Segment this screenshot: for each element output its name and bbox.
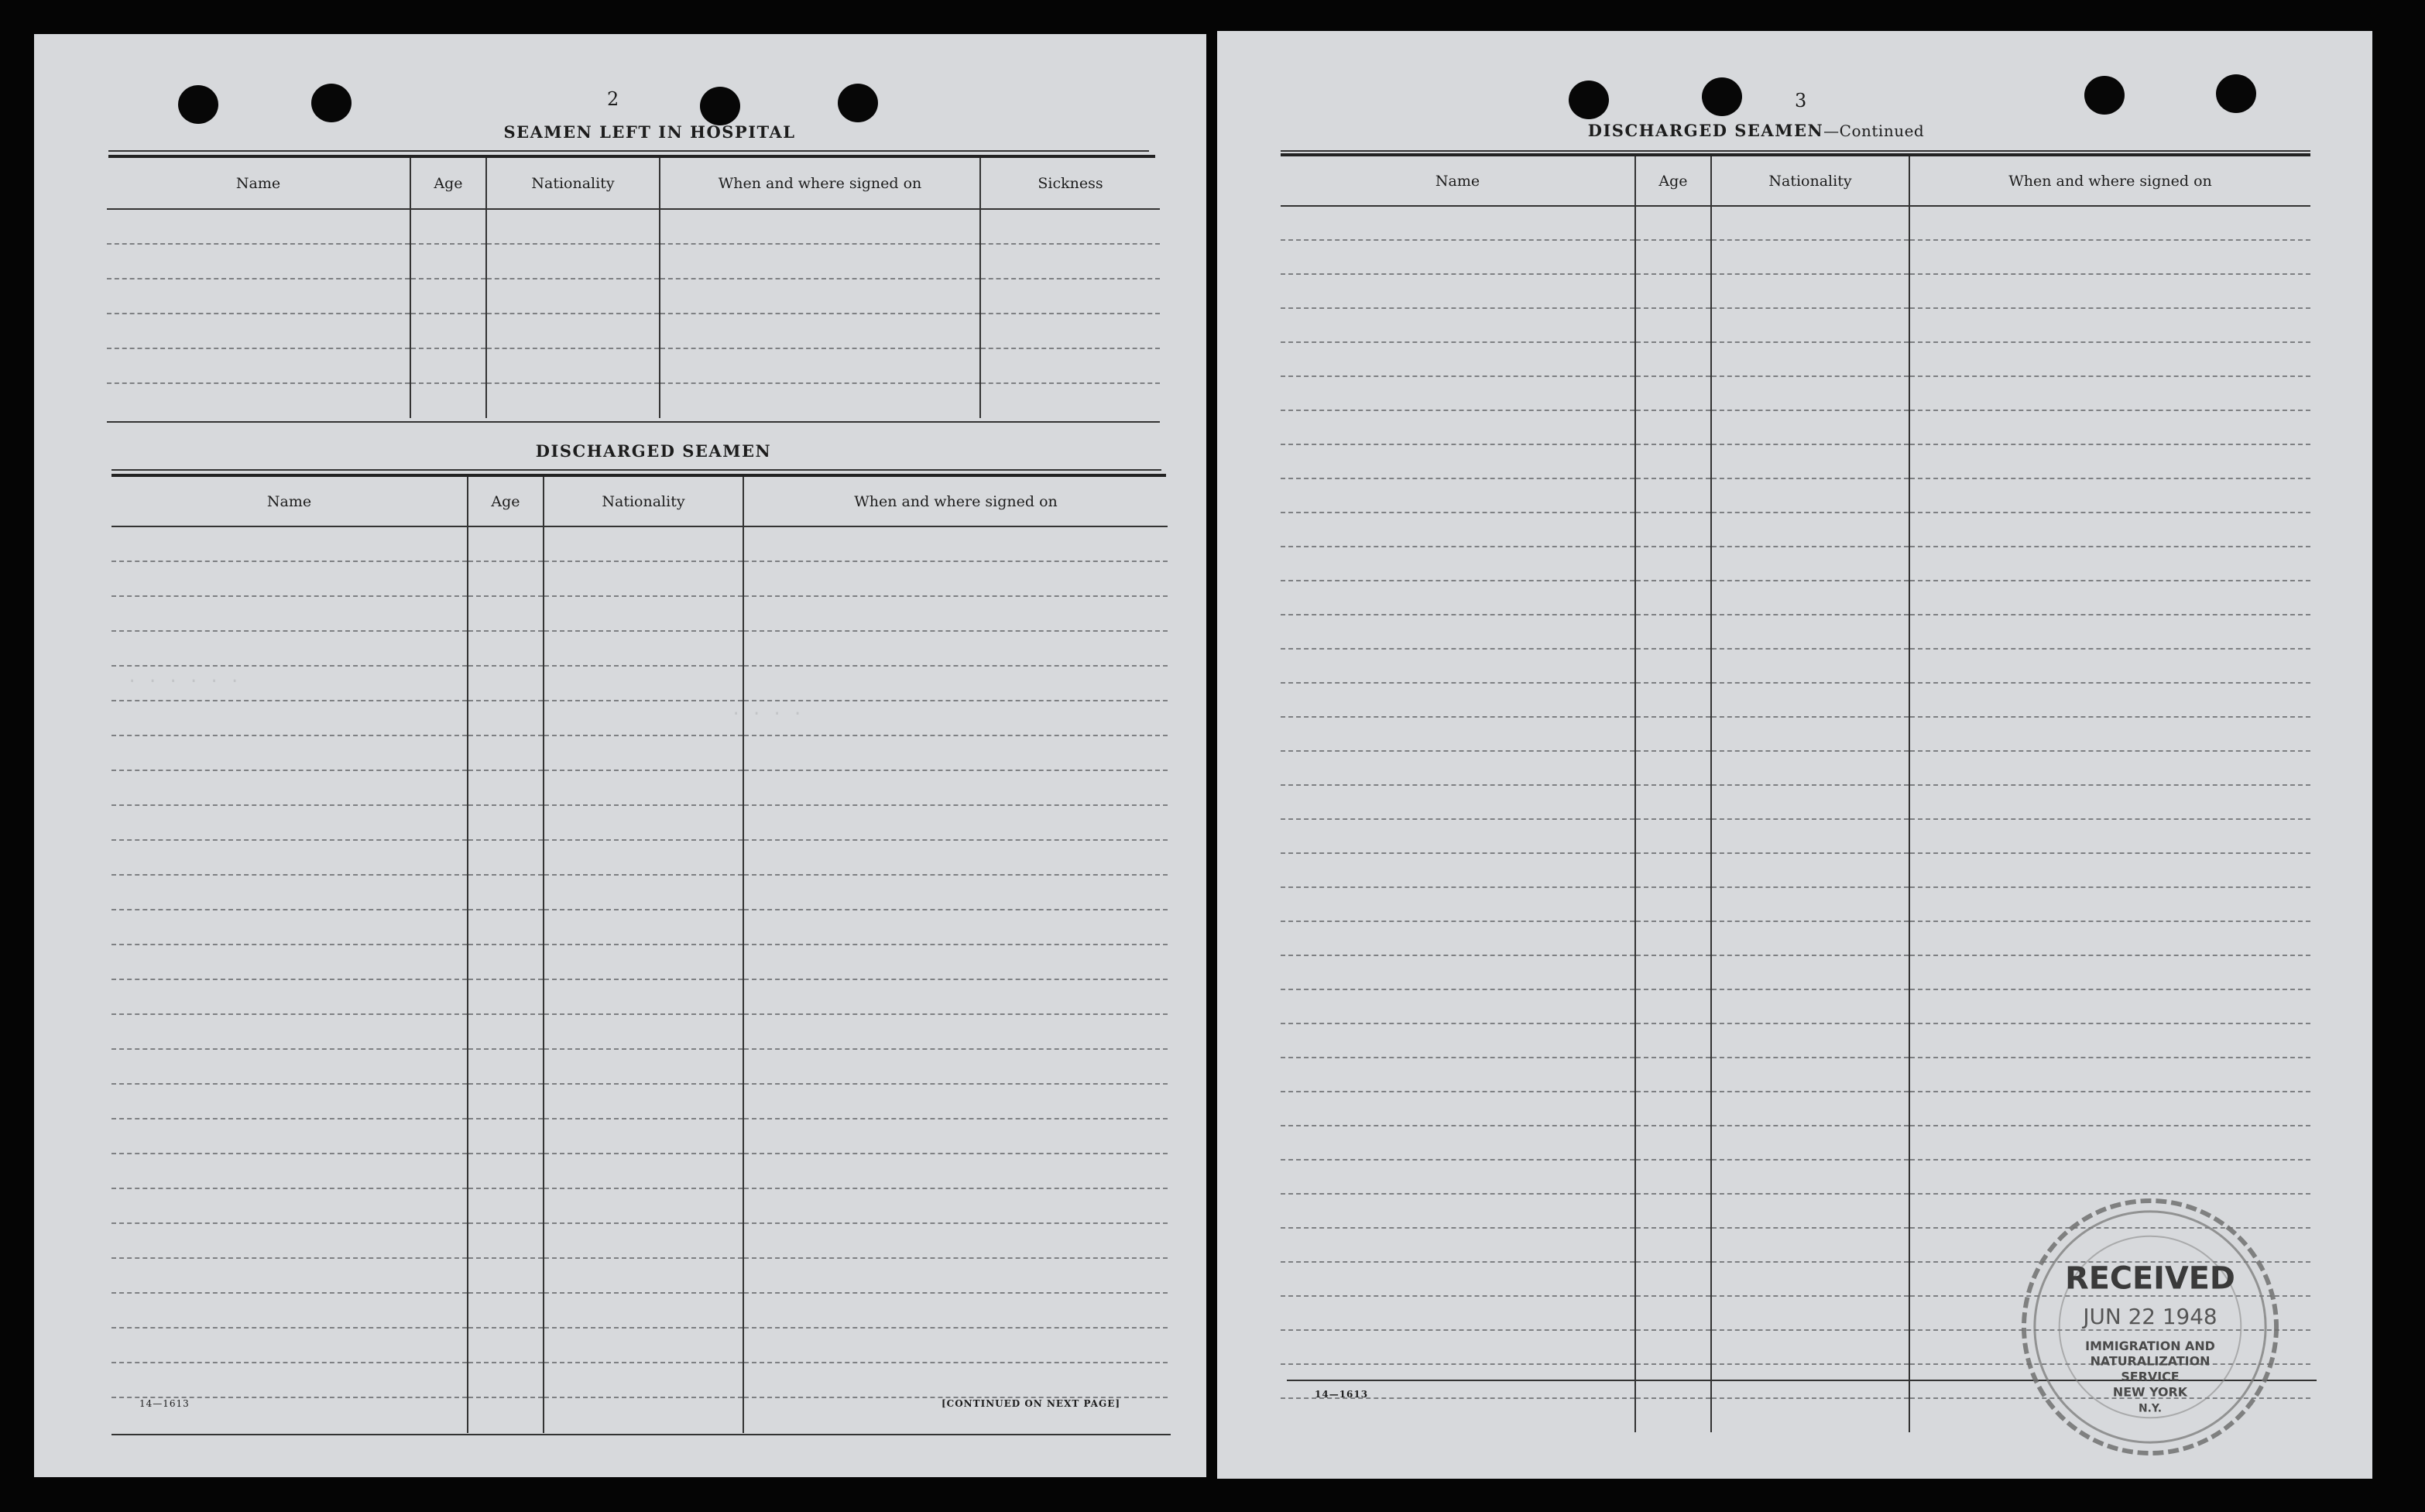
punch-hole — [178, 85, 218, 124]
stamp-line: SERVICE — [2121, 1369, 2180, 1384]
table-row — [111, 770, 1168, 805]
table-row — [111, 1223, 1168, 1258]
stamp-line: IMMIGRATION AND — [2085, 1338, 2215, 1353]
table-row — [1281, 376, 2310, 410]
received-stamp — [2019, 1196, 2281, 1458]
stamp-date: JUN 22 1948 — [2083, 1304, 2217, 1330]
table-row — [111, 1328, 1168, 1363]
faint-bleed-through: . . . . — [731, 700, 803, 719]
stamp-line: NATURALIZATION — [2090, 1353, 2211, 1369]
column-header-nationality: Nationality — [1711, 156, 1909, 206]
stamp-line: N.Y. — [2139, 1402, 2162, 1415]
form-number: 14—1613 — [139, 1398, 190, 1409]
divider — [108, 150, 1149, 152]
form-number: 14—1613 — [1315, 1389, 1369, 1400]
table-row — [1281, 955, 2310, 989]
table-row — [1281, 989, 2310, 1023]
stamp-line: NEW YORK — [2112, 1384, 2188, 1400]
column-header-name: Name — [111, 477, 468, 526]
table-row — [111, 1049, 1168, 1084]
page-number: 2 — [607, 88, 619, 110]
discharged-continued-title — [1555, 121, 1957, 140]
column-header-age: Age — [468, 477, 544, 526]
table-row — [1281, 547, 2310, 581]
discharged-table — [111, 477, 1168, 1433]
table-row — [1281, 1092, 2310, 1126]
punch-hole — [2084, 76, 2125, 115]
table-row — [107, 348, 1160, 383]
column-header-nationality: Nationality — [544, 477, 743, 526]
table-row — [1281, 1126, 2310, 1160]
table-row — [111, 1258, 1168, 1293]
table-row — [1281, 444, 2310, 478]
column-header-signed-on: When and where signed on — [1909, 156, 2310, 206]
punch-hole — [2216, 74, 2256, 113]
table-row — [111, 1154, 1168, 1188]
table-row — [107, 314, 1160, 348]
punch-hole — [838, 84, 878, 122]
table-row — [111, 1363, 1168, 1397]
table-row — [1281, 887, 2310, 921]
table-row — [111, 1188, 1168, 1223]
column-header-name: Name — [107, 158, 410, 209]
table-row — [107, 209, 1160, 244]
table-row — [1281, 615, 2310, 649]
table-row — [1281, 308, 2310, 342]
column-header-age: Age — [410, 158, 486, 209]
table-row — [111, 910, 1168, 945]
table-row — [111, 1119, 1168, 1154]
table-row — [111, 805, 1168, 840]
faint-bleed-through: . . . . . . — [127, 667, 240, 687]
punch-hole — [311, 84, 352, 122]
page-number: 3 — [1795, 90, 1807, 111]
table-row — [1281, 342, 2310, 376]
table-row — [1281, 649, 2310, 683]
punch-hole — [700, 87, 740, 125]
table-row — [111, 666, 1168, 701]
column-header-signed-on: When and where signed on — [743, 477, 1168, 526]
table-row — [111, 526, 1168, 561]
title-text: DISCHARGED SEAMEN — [1587, 121, 1824, 140]
page-3 — [1217, 31, 2372, 1479]
table-row — [111, 561, 1168, 596]
divider — [1281, 150, 2310, 152]
table-row — [1281, 683, 2310, 717]
table-row — [111, 631, 1168, 666]
title-suffix: —Continued — [1823, 122, 1925, 140]
table-row — [1281, 921, 2310, 955]
table-row — [111, 840, 1168, 875]
table-row — [1281, 1058, 2310, 1092]
table-row — [1281, 240, 2310, 274]
table-row — [1281, 1160, 2310, 1194]
table-row — [1281, 581, 2310, 615]
table-row — [1281, 478, 2310, 513]
table-row — [111, 735, 1168, 770]
table-row — [1281, 751, 2310, 785]
table-row — [111, 979, 1168, 1014]
table-row — [111, 1084, 1168, 1119]
table-row — [111, 596, 1168, 631]
column-header-sickness: Sickness — [980, 158, 1160, 209]
table-row — [1281, 1023, 2310, 1058]
table-row — [111, 875, 1168, 910]
divider — [111, 469, 1161, 471]
divider — [107, 421, 1160, 423]
table-row — [1281, 206, 2310, 240]
table-row — [1281, 410, 2310, 444]
table-row — [111, 701, 1168, 735]
discharged-section-title: DISCHARGED SEAMEN — [535, 441, 772, 461]
column-header-nationality: Nationality — [486, 158, 660, 209]
page-2 — [34, 34, 1206, 1477]
column-header-name: Name — [1281, 156, 1635, 206]
table-row — [1281, 853, 2310, 887]
column-header-signed-on: When and where signed on — [660, 158, 980, 209]
punch-hole — [1569, 81, 1609, 119]
table-row — [107, 244, 1160, 279]
hospital-table — [107, 158, 1160, 418]
continued-note: [CONTINUED ON NEXT PAGE] — [942, 1398, 1121, 1409]
table-row — [111, 945, 1168, 979]
stamp-heading: RECEIVED — [2065, 1260, 2235, 1297]
table-row — [1281, 274, 2310, 308]
table-row — [111, 1293, 1168, 1328]
table-row — [1281, 513, 2310, 547]
table-row — [111, 1014, 1168, 1049]
table-row — [107, 383, 1160, 418]
table-row — [1281, 785, 2310, 819]
table-row — [107, 279, 1160, 314]
table-row — [1281, 717, 2310, 751]
table-row — [1281, 819, 2310, 853]
hospital-section-title: SEAMEN LEFT IN HOSPITAL — [503, 122, 796, 142]
punch-hole — [1702, 77, 1742, 116]
divider — [111, 1434, 1171, 1435]
column-header-age: Age — [1635, 156, 1711, 206]
